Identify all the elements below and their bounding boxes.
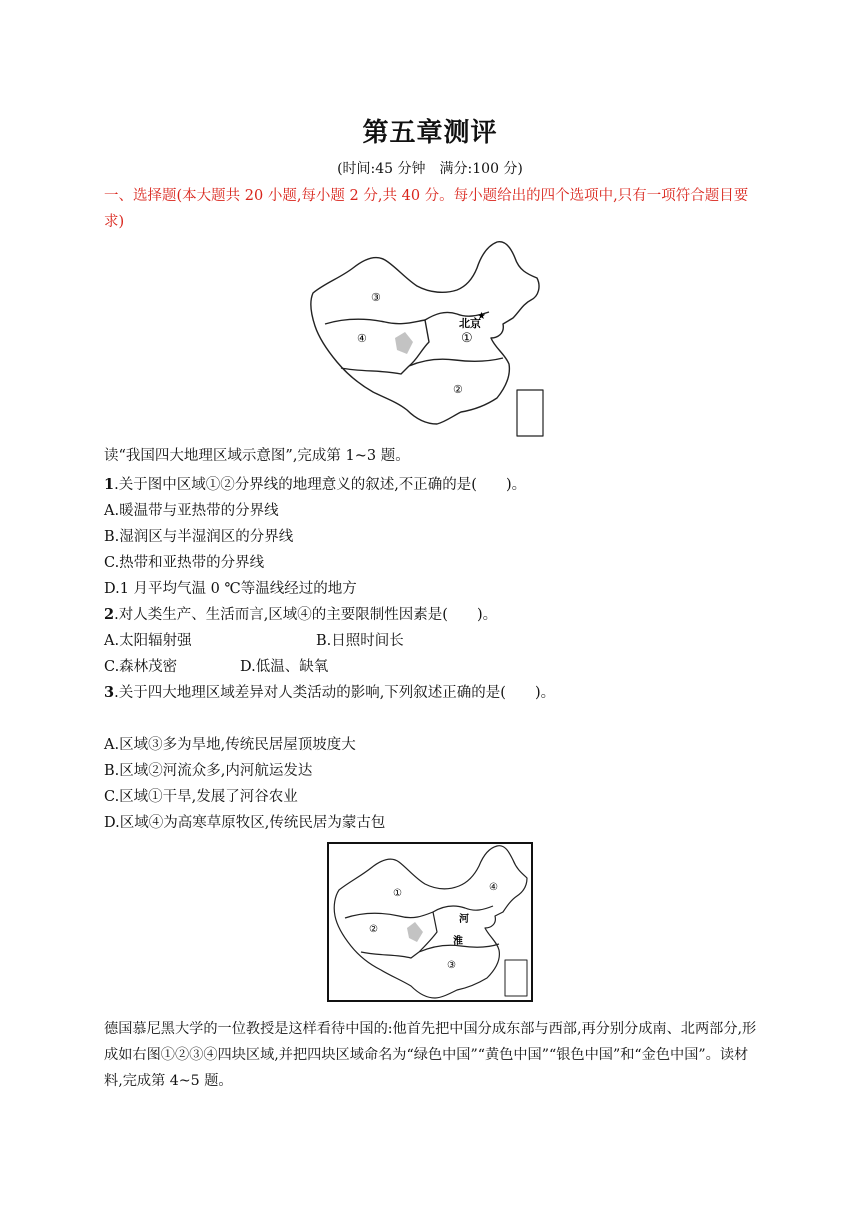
q1-option-a: A.暖温带与亚热带的分界线 — [104, 503, 279, 519]
map2-label-3: ③ — [447, 960, 456, 971]
map1-label-2: ② — [453, 383, 463, 396]
map1-label-1: ① — [461, 331, 473, 346]
boundary-plateau — [341, 366, 409, 374]
question-3-stem: .关于四大地理区域差异对人类活动的影响,下列叙述正确的是( )。 — [114, 685, 556, 701]
page-title: 第五章测评 — [362, 118, 498, 148]
question-1-number: 1 — [104, 476, 115, 493]
q2-option-a: A.太阳辐射强 — [104, 633, 192, 649]
question-1-stem: .关于图中区域①②分界线的地理意义的叙述,不正确的是( )。 — [114, 477, 527, 493]
map2-label-river-he: 河 — [459, 914, 469, 925]
q2-option-c: C.森林茂密 — [104, 659, 178, 675]
exam-info: (时间:45 分钟 满分:100 分) — [337, 161, 523, 177]
boundary-north-south — [409, 358, 503, 366]
map2-frame — [328, 843, 532, 1001]
boundary-west — [325, 319, 429, 366]
map1-label-4: ④ — [357, 332, 367, 345]
material-paragraph: 德国慕尼黑大学的一位教授是这样看待中国的:他首先把中国分成东部与西部,再分别分成南、北两部分,形成如右图①②③④四块区域,并把四块区域命名为“绿色中国”“黄色中国”“银色中国”和“金色中国”。读材料,完成第 4~5 题。 — [104, 1021, 757, 1089]
q1-option-c: C.热带和亚热带的分界线 — [104, 555, 265, 571]
map2-label-1: ① — [393, 888, 402, 899]
china-outline — [311, 242, 539, 424]
intro-1-3: 读“我国四大地理区域示意图”,完成第 1~3 题。 — [104, 448, 410, 464]
map2-label-river-huai: 淮 — [453, 936, 463, 947]
south-sea-inset — [517, 390, 543, 436]
map1-label-beijing: 北京 — [459, 317, 481, 330]
question-3-number: 3 — [104, 684, 115, 701]
question-3 — [104, 681, 555, 702]
map2-label-2: ② — [369, 924, 378, 935]
star-icon: ★ — [477, 311, 486, 322]
question-2-stem: .对人类生产、生活而言,区域④的主要限制性因素是( )。 — [114, 607, 498, 623]
q2-option-d: D.低温、缺氧 — [240, 659, 329, 675]
q1-option-b: B.湿润区与半湿润区的分界线 — [104, 529, 294, 545]
question-2 — [104, 603, 497, 624]
q3-option-b: B.区域②河流众多,内河航运发达 — [104, 763, 313, 779]
question-2-number: 2 — [104, 606, 115, 623]
q2-option-b: B.日照时间长 — [316, 633, 404, 649]
china-regions-map-2 — [327, 842, 533, 1002]
q3-option-d: D.区域④为高寒草原牧区,传统民居为蒙古包 — [104, 815, 386, 831]
mountain-shading — [395, 332, 413, 354]
map1-label-3: ③ — [371, 291, 381, 304]
q3-option-c: C.区域①干旱,发展了河谷农业 — [104, 789, 298, 805]
q3-option-a: A.区域③多为旱地,传统民居屋顶坡度大 — [104, 737, 356, 753]
china-regions-map-1 — [305, 238, 550, 438]
map2-label-4: ④ — [489, 882, 498, 893]
q1-option-d: D.1 月平均气温 0 ℃等温线经过的地方 — [104, 581, 357, 597]
section-heading: 一、选择题(本大题共 20 小题,每小题 2 分,共 40 分。每小题给出的四个选项中,只有一项符合题目要求) — [104, 188, 749, 230]
question-1 — [104, 473, 526, 494]
